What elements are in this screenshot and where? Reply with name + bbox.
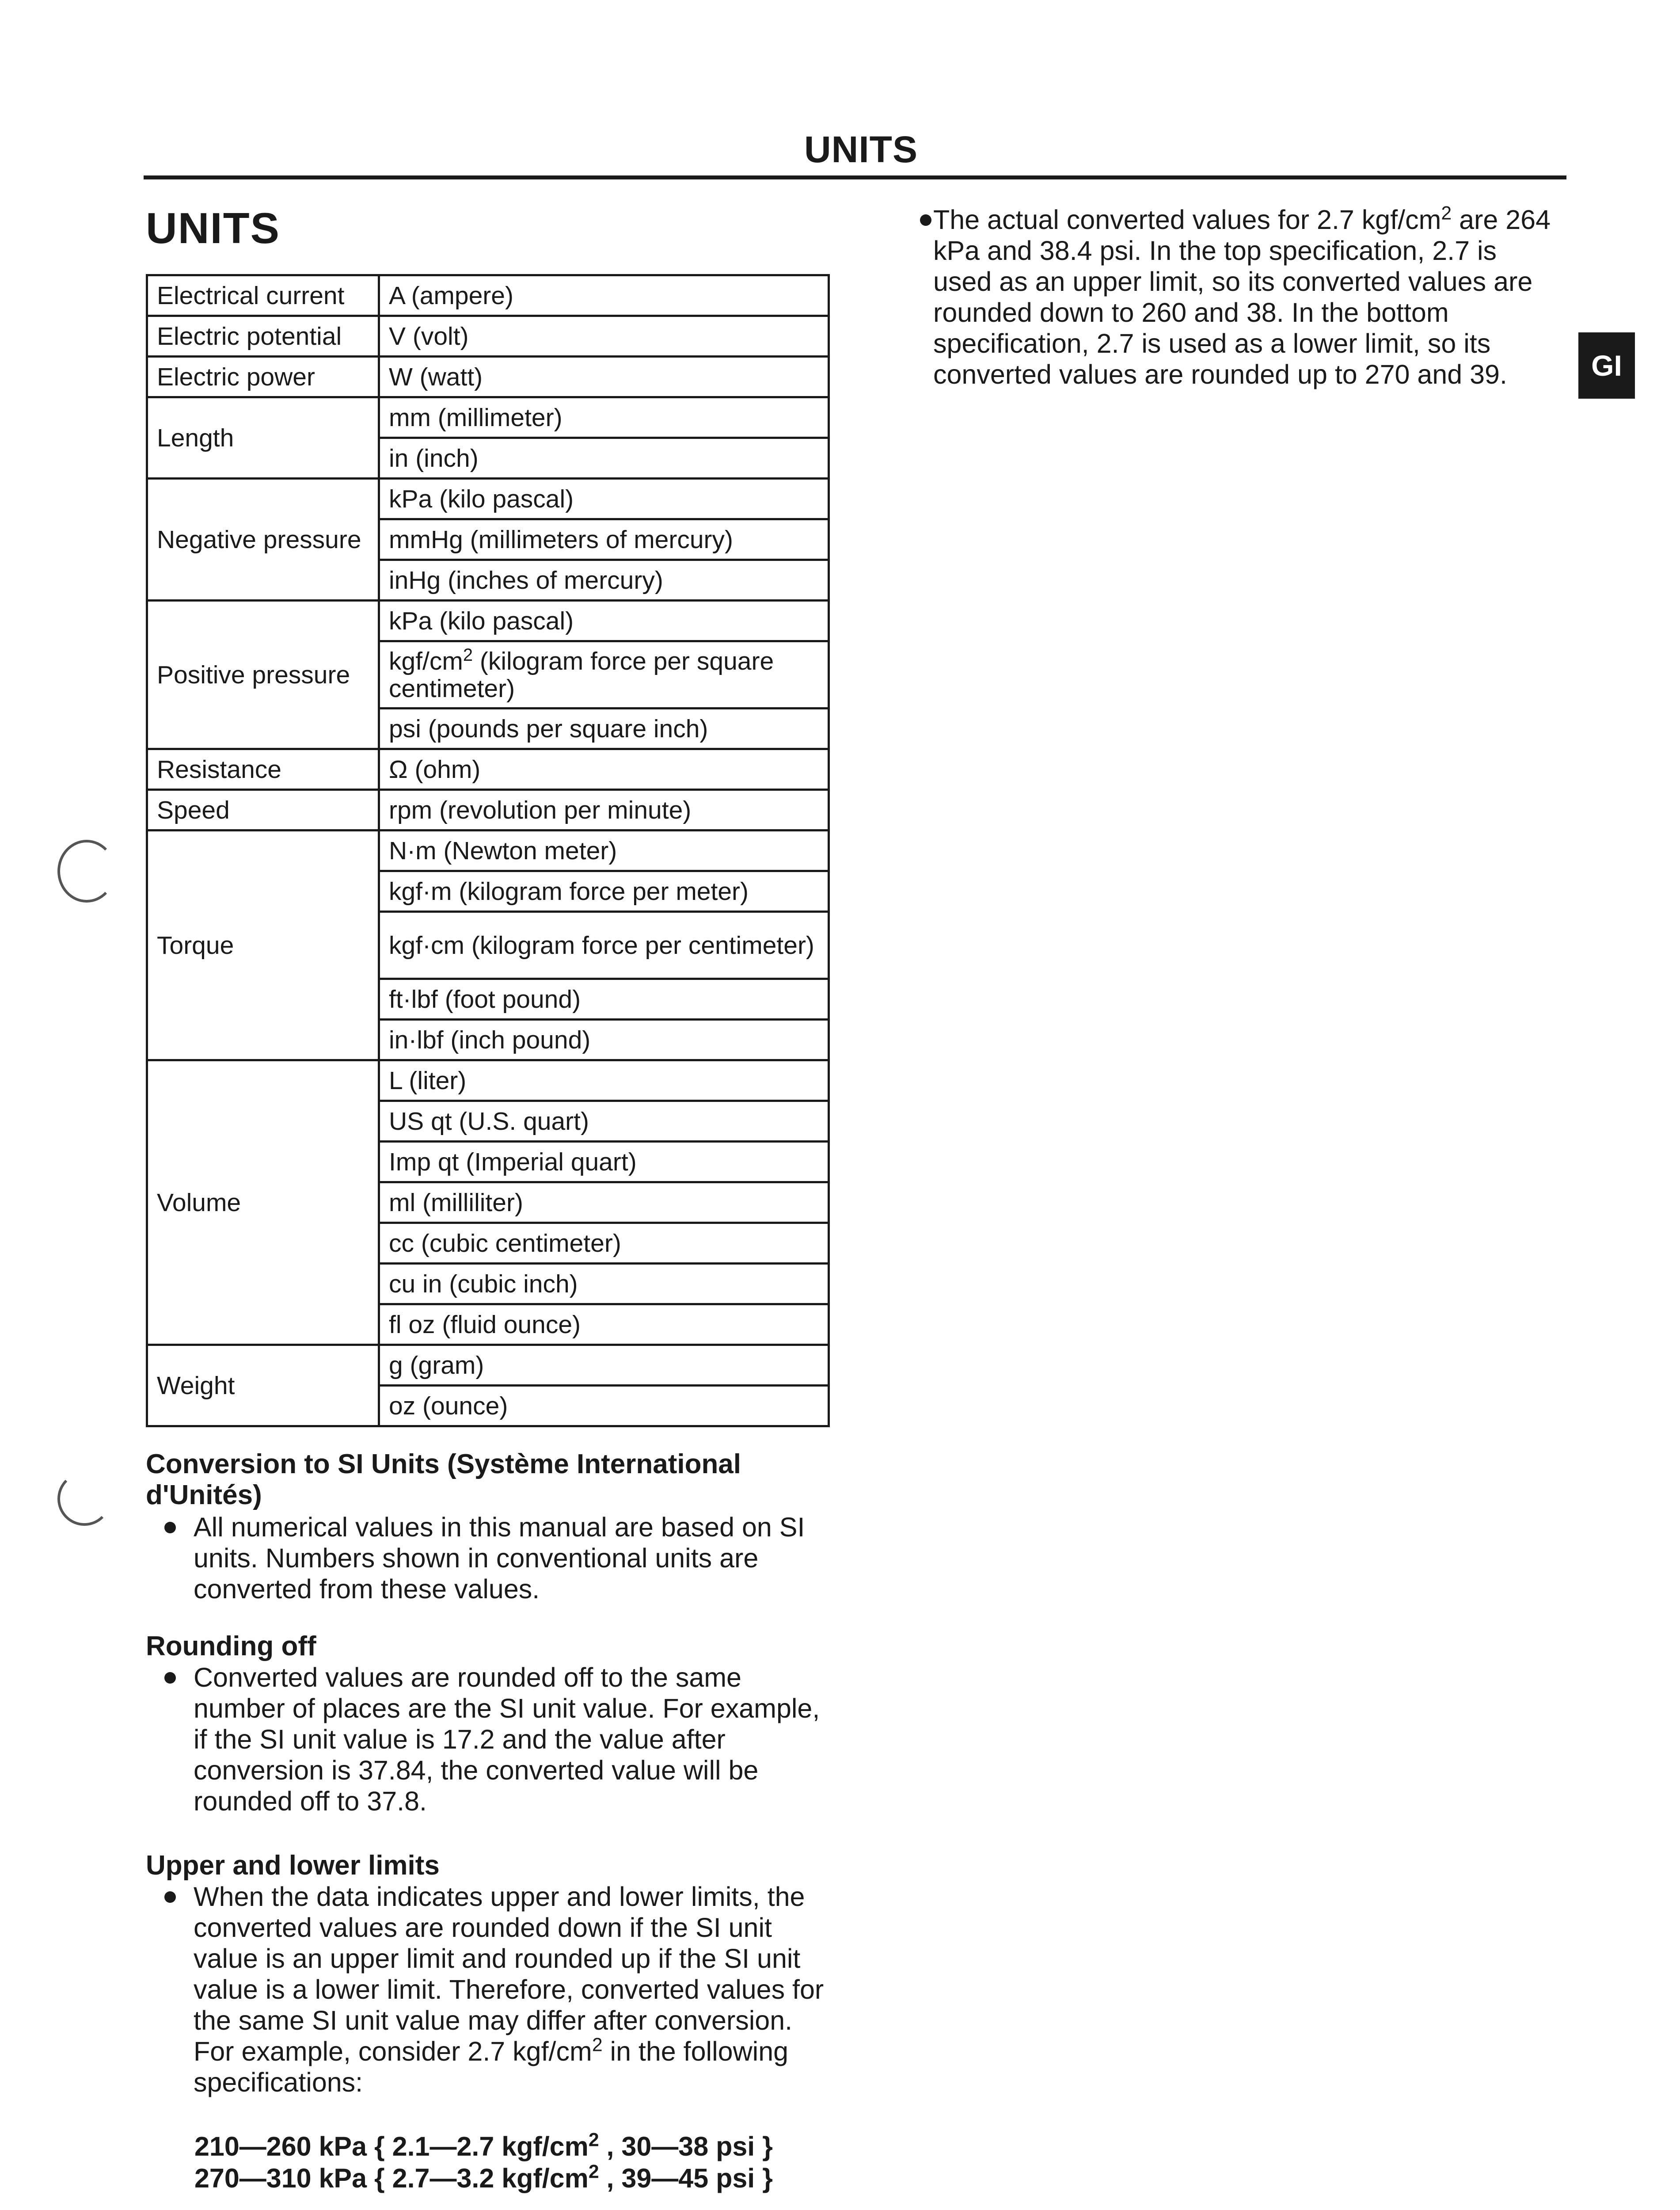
spec-text: , 39—45 psi } bbox=[599, 2163, 773, 2193]
header-rule bbox=[144, 175, 1566, 179]
table-row bbox=[147, 1060, 829, 1101]
unit-cell: mmHg (millimeters of mercury) bbox=[379, 519, 829, 560]
quantity-cell: Volume bbox=[147, 1060, 379, 1345]
table-row bbox=[147, 749, 829, 790]
spec-superscript: 2 bbox=[588, 2161, 599, 2183]
unit-cell: N·m (Newton meter) bbox=[379, 831, 829, 871]
spec-lines bbox=[194, 2130, 773, 2194]
right-note-text: are 264 kPa and 38.4 psi. In the top specification, 2.7 is used as an upper limit, so its converted values are rounded down to 260 and 38. In the bottom specification, 2.7 is used as a lower limit, so its converted values are rounded up to 270 and 39. bbox=[933, 205, 1551, 389]
unit-cell: A (ampere) bbox=[379, 275, 829, 316]
units-table bbox=[146, 274, 830, 1427]
table-row bbox=[147, 601, 829, 641]
unit-cell: Ω (ohm) bbox=[379, 749, 829, 790]
table-row bbox=[147, 831, 829, 871]
unit-cell: kgf·m (kilogram force per meter) bbox=[379, 871, 829, 912]
rounding-heading: Rounding off bbox=[146, 1631, 316, 1661]
unit-cell: cu in (cubic inch) bbox=[379, 1264, 829, 1304]
unit-cell: Imp qt (Imperial quart) bbox=[379, 1142, 829, 1182]
right-note-bullet bbox=[901, 204, 1555, 390]
unit-cell: in·lbf (inch pound) bbox=[379, 1020, 829, 1060]
unit-cell: oz (ounce) bbox=[379, 1386, 829, 1426]
unit-cell: L (liter) bbox=[379, 1060, 829, 1101]
unit-cell: g (gram) bbox=[379, 1345, 829, 1386]
quantity-cell: Length bbox=[147, 397, 379, 479]
quantity-cell: Torque bbox=[147, 831, 379, 1060]
conversion-bullet: All numerical values in this manual are based on SI units. Numbers shown in conventional units are converted from these values. bbox=[146, 1512, 830, 1604]
table-row bbox=[147, 479, 829, 519]
spec-text: 210—260 kPa { 2.1—2.7 kgf/cm bbox=[194, 2131, 589, 2161]
unit-cell: ft·lbf (foot pound) bbox=[379, 979, 829, 1020]
limits-section bbox=[146, 1850, 844, 2098]
rounding-bullet: Converted values are rounded off to the same number of places are the SI unit value. For example, if the SI unit value is 17.2 and the value after conversion is 37.84, the converted value will be rounded off to 37.8. bbox=[146, 1662, 839, 1817]
unit-cell: US qt (U.S. quart) bbox=[379, 1101, 829, 1142]
rounding-section bbox=[146, 1631, 844, 1817]
right-column-note bbox=[901, 204, 1555, 390]
running-title: UNITS bbox=[804, 129, 918, 170]
spec-line-lower bbox=[194, 2162, 773, 2194]
unit-cell bbox=[379, 641, 829, 709]
spec-line-upper bbox=[194, 2130, 773, 2162]
quantity-cell: Speed bbox=[147, 790, 379, 831]
table-row bbox=[147, 275, 829, 316]
unit-superscript: 2 bbox=[463, 645, 473, 665]
unit-cell: in (inch) bbox=[379, 438, 829, 479]
table-row bbox=[147, 1345, 829, 1386]
table-row bbox=[147, 316, 829, 357]
unit-cell: mm (millimeter) bbox=[379, 397, 829, 438]
binder-hole-mark bbox=[57, 1472, 111, 1526]
limits-bullet bbox=[146, 1881, 839, 2098]
unit-cell: kPa (kilo pascal) bbox=[379, 601, 829, 641]
table-row bbox=[147, 790, 829, 831]
spec-text: 270—310 kPa { 2.7—3.2 kgf/cm bbox=[194, 2163, 589, 2193]
unit-text: (kilogram force per square centimeter) bbox=[389, 647, 774, 703]
quantity-cell: Electric potential bbox=[147, 316, 379, 357]
quantity-cell: Electric power bbox=[147, 357, 379, 397]
quantity-cell: Resistance bbox=[147, 749, 379, 790]
limits-bullet-text: in the following specifications: bbox=[194, 2036, 789, 2097]
quantity-cell: Negative pressure bbox=[147, 479, 379, 601]
section-tab: GI bbox=[1578, 332, 1635, 399]
unit-cell: ml (milliliter) bbox=[379, 1182, 829, 1223]
conversion-heading: Conversion to SI Units (Système International d'Unités) bbox=[146, 1449, 741, 1510]
table-row bbox=[147, 397, 829, 438]
unit-cell: W (watt) bbox=[379, 357, 829, 397]
limits-bullet-superscript: 2 bbox=[592, 2034, 603, 2056]
quantity-cell: Positive pressure bbox=[147, 601, 379, 749]
unit-cell: psi (pounds per square inch) bbox=[379, 709, 829, 749]
conversion-section bbox=[146, 1449, 844, 1604]
limits-heading: Upper and lower limits bbox=[146, 1850, 440, 1881]
unit-cell: rpm (revolution per minute) bbox=[379, 790, 829, 831]
binder-hole-mark bbox=[57, 840, 116, 903]
unit-cell: kgf·cm (kilogram force per centimeter) bbox=[379, 912, 829, 979]
spec-superscript: 2 bbox=[588, 2129, 599, 2151]
section-title: UNITS bbox=[146, 204, 280, 252]
quantity-cell: Electrical current bbox=[147, 275, 379, 316]
unit-cell: kPa (kilo pascal) bbox=[379, 479, 829, 519]
right-note-text: The actual converted values for 2.7 kgf/cm bbox=[933, 205, 1441, 235]
spec-text: , 30—38 psi } bbox=[599, 2131, 773, 2161]
unit-cell: cc (cubic centimeter) bbox=[379, 1223, 829, 1264]
quantity-cell: Weight bbox=[147, 1345, 379, 1426]
unit-cell: fl oz (fluid ounce) bbox=[379, 1304, 829, 1345]
limits-bullet-text: When the data indicates upper and lower limits, the converted values are rounded down if the SI unit value is an upper limit and rounded up if the SI unit value is a lower limit. Therefore, converted values for the same SI unit value may differ after conversion. For example, consider 2.7 kgf/cm bbox=[194, 1882, 824, 2066]
unit-text: kgf/cm bbox=[389, 647, 463, 675]
unit-cell: inHg (inches of mercury) bbox=[379, 560, 829, 601]
unit-cell: V (volt) bbox=[379, 316, 829, 357]
right-note-superscript: 2 bbox=[1441, 202, 1452, 224]
table-row bbox=[147, 357, 829, 397]
